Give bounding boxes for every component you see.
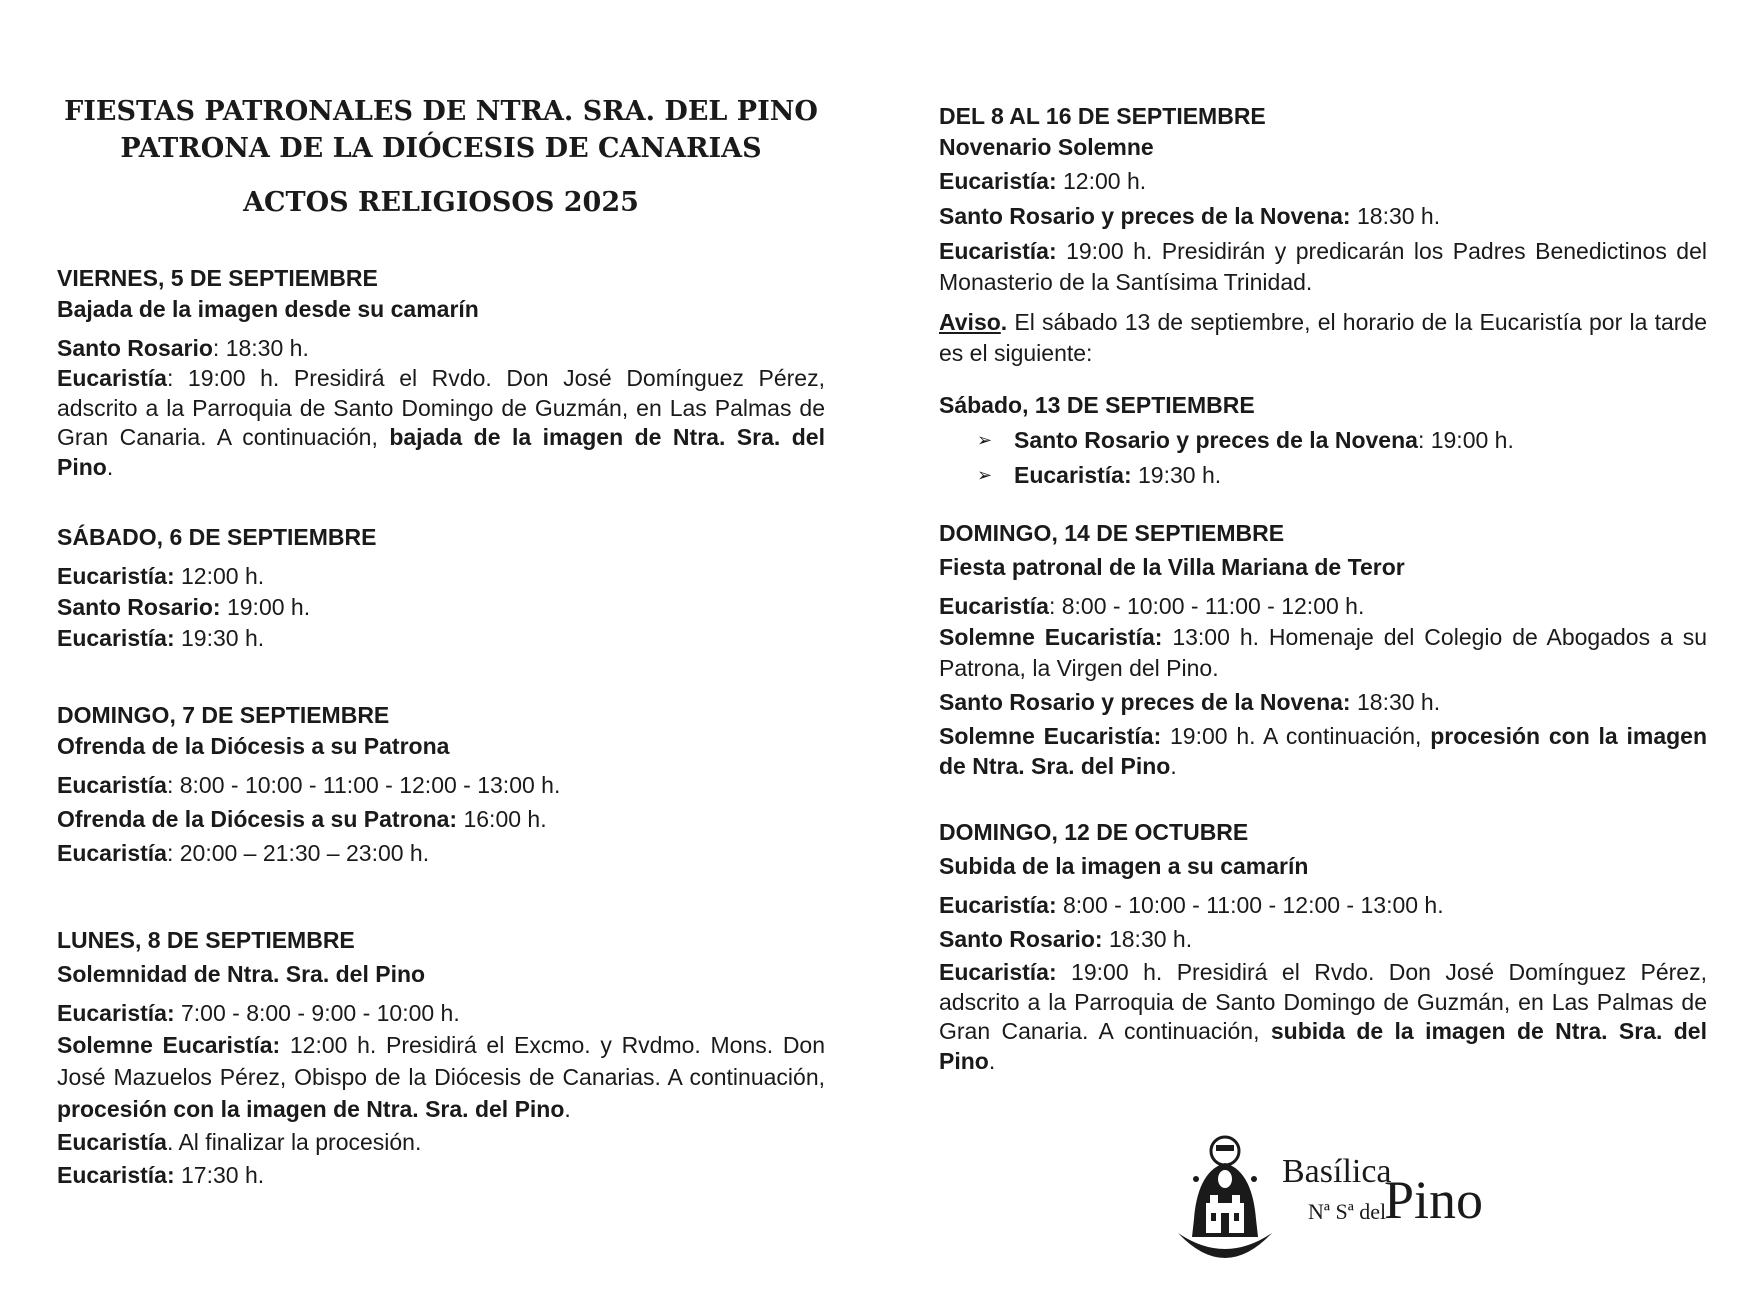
schedule-line: Eucaristía: 20:00 – 21:30 – 23:00 h. [57,840,430,866]
schedule-line: Eucaristía: 12:00 h. [57,563,265,589]
notice-label: Aviso [939,309,1001,335]
section-subtitle: Novenario Solemne [939,134,1154,160]
schedule-line: Eucaristía. Al finalizar la procesión. [57,1129,422,1155]
schedule-line: Eucaristía: 17:30 h. [57,1162,265,1188]
schedule-line: Eucaristía: 19:30 h. [57,625,265,651]
notice: Aviso. El sábado 13 de septiembre, el horario de la Eucaristía por la tarde es el siguiente: [939,309,1707,366]
title-year: ACTOS RELIGIOSOS 2025 [243,187,639,218]
logo-text-nsd: Nª Sª del [1308,1199,1387,1224]
schedule-line: Santo Rosario: 18:30 h. [57,335,309,361]
section-novenario [939,101,1707,369]
section-subtitle: Subida de la imagen a su camarín [939,853,1309,879]
section-sabado-6 [57,522,825,654]
schedule-line: Ofrenda de la Diócesis a su Patrona: 16:00 h. [57,806,547,832]
logo-text-pino: Pino [1384,1170,1484,1230]
section-heading: SÁBADO, 6 DE SEPTIEMBRE [57,524,377,550]
schedule-line: Eucaristía: 12:00 h. [939,168,1147,194]
section-heading: LUNES, 8 DE SEPTIEMBRE [57,927,355,953]
section-sabado-13 [939,390,1707,491]
bullet-item: ➢ Santo Rosario y preces de la Novena: 19:00 h. [939,425,1707,456]
schedule-line: Solemne Eucaristía: 12:00 h. Presidirá el Excmo. y Rvdmo. Mons. Don José Mazuelos Pérez, Obispo de la Diócesis de Canarias. A continuación, procesión con la imagen de Ntra. Sra. del Pino. [57,1032,826,1122]
schedule-line: Solemne Eucaristía: 19:00 h. A continuación, procesión con la imagen de Ntra. Sra. del Pino. [939,723,1708,779]
section-viernes [57,263,825,482]
logo-text-basilica: Basílica [1282,1153,1392,1190]
section-domingo-7 [57,700,825,869]
schedule-line: Santo Rosario: 19:00 h. [57,594,311,620]
basilica-emblem-icon [1170,1133,1280,1273]
document-title [57,93,825,221]
schedule-line: Eucaristía: 7:00 - 8:00 - 9:00 - 10:00 h. [57,1000,460,1026]
basilica-logo [1170,1133,1490,1273]
bullet-item: ➢ Eucaristía: 19:30 h. [939,460,1707,491]
section-subtitle: Bajada de la imagen desde su camarín [57,296,479,322]
schedule-line: Eucaristía: 19:00 h. Presidirá el Rvdo. Don José Domínguez Pérez, adscrito a la Parroquia de Santo Domingo de Guzmán, en Las Palmas de Gran Canaria. A continuación, subida de la imagen de Ntra. Sra. del Pino. [939,959,1707,1074]
section-lunes-8 [57,925,825,1191]
schedule-line: Eucaristía: 8:00 - 10:00 - 11:00 - 12:00 - 13:00 h. [939,892,1444,918]
schedule-line: Eucaristía: 19:00 h. Presidirán y predicarán los Padres Benedictinos del Monasterio de la Santísima Trinidad. [939,238,1707,295]
section-heading: DOMINGO, 14 DE SEPTIEMBRE [939,520,1285,546]
section-domingo-14 [939,518,1707,781]
schedule-line: Solemne Eucaristía: 13:00 h. Homenaje del Colegio de Abogados a su Patrona, la Virgen del Pino. [939,624,1708,681]
schedule-line: Eucaristía: 8:00 - 10:00 - 11:00 - 12:00 - 13:00 h. [57,772,561,798]
schedule-line: Eucaristía: 19:00 h. Presidirá el Rvdo. Don José Domínguez Pérez, adscrito a la Parroquia de Santo Domingo de Guzmán, en Las Palmas de Gran Canaria. A continuación, bajada de la imagen de Ntra. Sra. del Pino. [57,365,825,480]
section-heading: DOMINGO, 7 DE SEPTIEMBRE [57,702,390,728]
bullet-arrow-icon: ➢ [977,465,993,485]
bullet-arrow-icon: ➢ [977,430,993,450]
section-heading: DEL 8 AL 16 DE SEPTIEMBRE [939,103,1266,129]
section-heading: VIERNES, 5 DE SEPTIEMBRE [57,265,378,291]
schedule-line: Eucaristía: 8:00 - 10:00 - 11:00 - 12:00 h. [939,593,1365,619]
schedule-line: Santo Rosario y preces de la Novena: 18:30 h. [939,203,1441,229]
section-heading: Sábado, 13 DE SEPTIEMBRE [939,392,1255,418]
section-subtitle: Ofrenda de la Diócesis a su Patrona [57,733,450,759]
title-line-1: FIESTAS PATRONALES DE NTRA. SRA. DEL PINO [64,96,818,127]
schedule-line: Santo Rosario: 18:30 h. [939,926,1193,952]
section-domingo-12-octubre [939,817,1707,1076]
section-heading: DOMINGO, 12 DE OCTUBRE [939,819,1249,845]
title-line-2: PATRONA DE LA DIÓCESIS DE CANARIAS [120,133,762,164]
section-subtitle: Solemnidad de Ntra. Sra. del Pino [57,961,426,987]
schedule-line: Santo Rosario y preces de la Novena: 18:30 h. [939,689,1441,715]
section-subtitle: Fiesta patronal de la Villa Mariana de Teror [939,554,1405,580]
